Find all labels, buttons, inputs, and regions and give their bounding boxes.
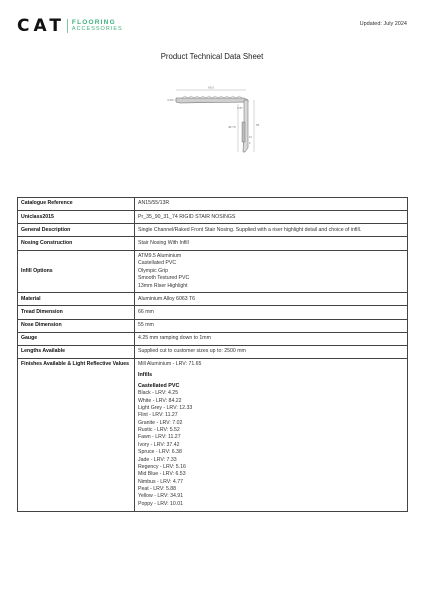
spec-value: Supplied cut to customer sizes up to: 2500 mm bbox=[135, 345, 408, 358]
logo-divider bbox=[67, 19, 68, 33]
spec-row bbox=[18, 345, 408, 358]
logo-wordmark: CAT bbox=[17, 16, 65, 36]
spec-label: General Description bbox=[18, 224, 135, 237]
logo-subtitle-flooring: FLOORING bbox=[71, 19, 116, 26]
logo-subtitle bbox=[72, 20, 123, 32]
spec-label: Nose Dimension bbox=[18, 319, 135, 332]
page-header bbox=[0, 0, 424, 40]
infill-option: 13mm Riser Highlight bbox=[138, 282, 188, 289]
spec-label: Lengths Available bbox=[18, 345, 135, 358]
finish-colour-list bbox=[138, 390, 404, 508]
dim-label-riser-a: 10 bbox=[249, 136, 252, 139]
finish-colour-item: Granite - LRV: 7.02 bbox=[138, 419, 183, 426]
spec-label: Catalogue Reference bbox=[18, 198, 135, 211]
spec-value: 4.25 mm ramping down to 1mm bbox=[135, 332, 408, 345]
dim-label-nose: 55 bbox=[256, 123, 260, 127]
cat-logo bbox=[17, 16, 123, 36]
spec-value: Single Channel/Raked Front Stair Nosing. Supplied with a riser highlight detail and choice of infill. bbox=[135, 224, 408, 237]
infill-option: Castellated PVC bbox=[138, 260, 177, 267]
infill-option: Smooth Textured PVC bbox=[138, 275, 190, 282]
infill-option: ATM9.5 Aluminium bbox=[138, 253, 182, 260]
infill-option: Olympic Grip bbox=[138, 267, 168, 274]
finish-colour-item: Poppy - LRV: 10.01 bbox=[138, 500, 183, 507]
spec-label: Gauge bbox=[18, 332, 135, 345]
logo-subtitle-accessories: ACCESSORIES bbox=[71, 26, 123, 32]
spec-row bbox=[18, 293, 408, 306]
spec-row bbox=[18, 224, 408, 237]
castellated-infill bbox=[182, 96, 242, 98]
dim-label-small: 9.87 bbox=[237, 106, 243, 110]
mill-finish: Mill Aluminium - LRV: 71.65 bbox=[138, 361, 202, 368]
dim-label-gauge: 4.25 bbox=[167, 98, 173, 102]
finish-colour-item: White - LRV: 84.22 bbox=[138, 397, 182, 404]
finish-colour-item: Flint - LRV: 11.27 bbox=[138, 412, 178, 419]
spec-table bbox=[17, 197, 408, 512]
finish-colour-item: Peat - LRV: 5.88 bbox=[138, 486, 177, 493]
spec-row bbox=[18, 332, 408, 345]
finish-colour-item: Regency - LRV: 5.16 bbox=[138, 463, 186, 470]
spec-value: 55 mm bbox=[135, 319, 408, 332]
dim-label-inner: 48.79 bbox=[228, 125, 236, 129]
spec-row-finishes bbox=[18, 359, 408, 512]
finish-colour-item: Nimbus - LRV: 4.77 bbox=[138, 478, 183, 485]
infills-heading: Infills bbox=[138, 371, 153, 378]
spec-value bbox=[135, 250, 408, 293]
finish-colour-item: Ivory - LRV: 37.42 bbox=[138, 441, 180, 448]
spec-row bbox=[18, 211, 408, 224]
finish-colour-item: Spruce - LRV: 6.38 bbox=[138, 449, 182, 456]
spec-row bbox=[18, 319, 408, 332]
spec-value: Pr_35_90_31_74 RIGID STAIR NOSINGS bbox=[135, 211, 408, 224]
spec-value: AN15/55/13R bbox=[135, 198, 408, 211]
finish-colour-item: Yellow - LRV: 34.91 bbox=[138, 493, 184, 500]
spec-value: 66 mm bbox=[135, 306, 408, 319]
finish-colour-item: Jade - LRV: 7.33 bbox=[138, 456, 177, 463]
castellated-heading: Castellated PVC bbox=[138, 382, 180, 389]
spec-label: Uniclass2015 bbox=[18, 211, 135, 224]
finish-colour-item: Mid Blue - LRV: 6.53 bbox=[138, 471, 186, 478]
dim-label-tread: 66.0 bbox=[208, 85, 214, 90]
spec-label: Infill Options bbox=[18, 250, 135, 293]
spec-label: Material bbox=[18, 293, 135, 306]
spec-row bbox=[18, 250, 408, 293]
finish-colour-item: Black - LRV: 4.25 bbox=[138, 390, 179, 397]
spec-row bbox=[18, 306, 408, 319]
riser-highlight bbox=[242, 122, 245, 142]
profile-drawing bbox=[158, 82, 268, 162]
updated-date: Updated: July 2024 bbox=[359, 21, 407, 27]
spec-row bbox=[18, 237, 408, 250]
tread-profile bbox=[176, 98, 248, 103]
dim-label-riser-b: 9 bbox=[249, 142, 251, 145]
spec-value-finishes bbox=[135, 359, 408, 512]
finish-colour-item: Light Grey - LRV: 12.33 bbox=[138, 404, 193, 411]
spec-label: Finishes Available & Light Reflective Values bbox=[18, 359, 135, 512]
finish-colour-item: Fawn - LRV: 11.27 bbox=[138, 434, 181, 441]
finish-colour-item: Rustic - LRV: 5.52 bbox=[138, 427, 180, 434]
spec-row bbox=[18, 198, 408, 211]
spec-value: Stair Nosing With Infill bbox=[135, 237, 408, 250]
spec-label: Tread Dimension bbox=[18, 306, 135, 319]
document-title: Product Technical Data Sheet bbox=[160, 52, 264, 61]
spec-value: Aluminium Alloy 6063 T6 bbox=[135, 293, 408, 306]
spec-label: Nosing Construction bbox=[18, 237, 135, 250]
